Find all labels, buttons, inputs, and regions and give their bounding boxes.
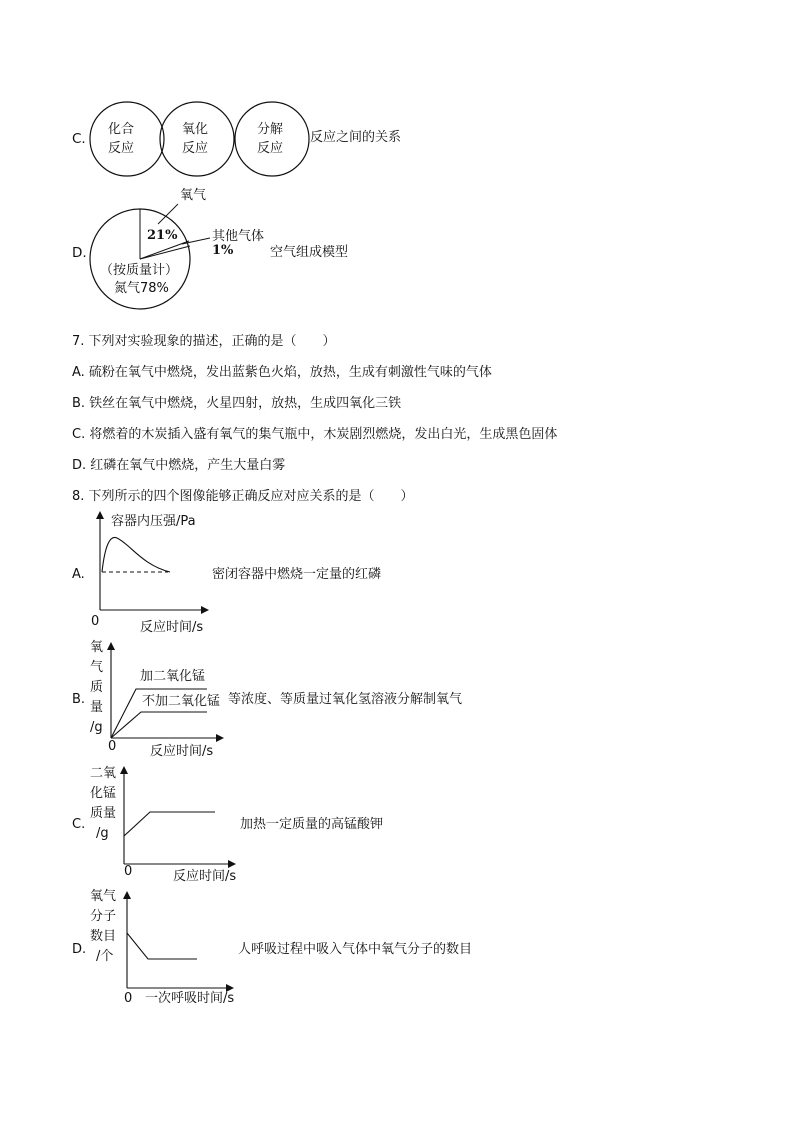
option-d-letter: D. <box>72 245 87 261</box>
graph-d-ylabel-3: 数目 <box>90 929 117 944</box>
graph-c-caption: 加热一定质量的高锰酸钾 <box>240 817 384 832</box>
graph-b-label-without-catalyst: 不加二氧化锰 <box>142 694 221 709</box>
graph-b-letter: B. <box>72 692 86 707</box>
other-gas-label: 其他气体 <box>212 229 265 244</box>
circle1-line1: 化合 <box>108 122 135 137</box>
circle3-line1: 分解 <box>257 122 284 137</box>
q7-option-c: C. 将燃着的木炭插入盛有氧气的集气瓶中，木炭剧烈燃烧，发出白光，生成黑色固体 <box>72 427 558 442</box>
graph-b-ylabel-1: 氧 <box>90 640 104 655</box>
oxygen-percent: 21% <box>147 228 178 243</box>
graph-c-ylabel-4: /g <box>96 826 109 841</box>
graph-a-letter: A. <box>72 567 85 582</box>
graph-d-molecule-line <box>127 933 197 959</box>
graph-d-caption: 人呼吸过程中吸入气体中氧气分子的数目 <box>238 942 473 957</box>
graph-a-caption: 密闭容器中燃烧一定量的红磷 <box>212 567 382 582</box>
graph-c-letter: C. <box>72 817 86 832</box>
graph-a-xlabel: 反应时间/s <box>140 620 204 635</box>
graph-c-xlabel: 反应时间/s <box>173 869 237 884</box>
q8-stem: 8. 下列所示的四个图像能够正确反应对应关系的是（ ） <box>72 489 414 504</box>
graph-d-letter: D. <box>72 942 87 957</box>
graph-c-ylabel-2: 化锰 <box>90 786 117 801</box>
graph-b-ylabel-5: /g <box>90 720 103 735</box>
graph-d-xlabel: 一次呼吸时间/s <box>145 991 235 1006</box>
graph-b-ylabel-4: 量 <box>90 700 104 715</box>
oxygen-label: 氧气 <box>180 188 207 203</box>
graph-b-origin: 0 <box>108 739 117 754</box>
graph-d-origin: 0 <box>124 991 133 1006</box>
graph-d-ylabel-1: 氧气 <box>90 889 117 904</box>
graph-c-origin: 0 <box>124 864 133 879</box>
q7-stem: 7. 下列对实验现象的描述，正确的是（ ） <box>72 334 336 349</box>
option-c-caption: 反应之间的关系 <box>310 130 402 145</box>
graph-d-y-arrow <box>123 891 131 899</box>
q7-option-b: B. 铁丝在氧气中燃烧，火星四射，放热，生成四氧化三铁 <box>72 396 402 411</box>
graph-b-caption: 等浓度、等质量过氧化氢溶液分解制氧气 <box>228 692 463 707</box>
circle3-line2: 反应 <box>257 141 284 156</box>
graph-d-ylabel-4: /个 <box>96 949 114 964</box>
other-gas-percent: 1% <box>212 243 234 258</box>
circle2-line2: 反应 <box>182 141 209 156</box>
graph-c-ylabel-1: 二氧 <box>90 766 117 781</box>
graph-b-xlabel: 反应时间/s <box>150 744 214 759</box>
graph-b-label-with-catalyst: 加二氧化锰 <box>140 669 206 684</box>
mass-basis-note: （按质量计） <box>100 263 179 278</box>
graph-b-ylabel-3: 质 <box>90 680 104 695</box>
circle2-line1: 氧化 <box>182 122 209 137</box>
graph-c-ylabel-3: 质量 <box>90 806 117 821</box>
option-d-caption: 空气组成模型 <box>270 245 349 260</box>
option-c-letter: C. <box>72 131 86 147</box>
graph-b-ylabel-2: 气 <box>90 660 104 675</box>
q7-option-a: A. 硫粉在氧气中燃烧，发出蓝紫色火焰，放热，生成有刺激性气味的气体 <box>72 365 492 380</box>
q7-option-d: D. 红磷在氧气中燃烧，产生大量白雾 <box>72 458 286 473</box>
graph-a-ylabel: 容器内压强/Pa <box>111 514 196 529</box>
graph-d-ylabel-2: 分子 <box>90 909 117 924</box>
circle1-line2: 反应 <box>108 141 135 156</box>
graph-a-origin: 0 <box>91 614 100 629</box>
nitrogen-label: 氮气78% <box>114 281 169 296</box>
